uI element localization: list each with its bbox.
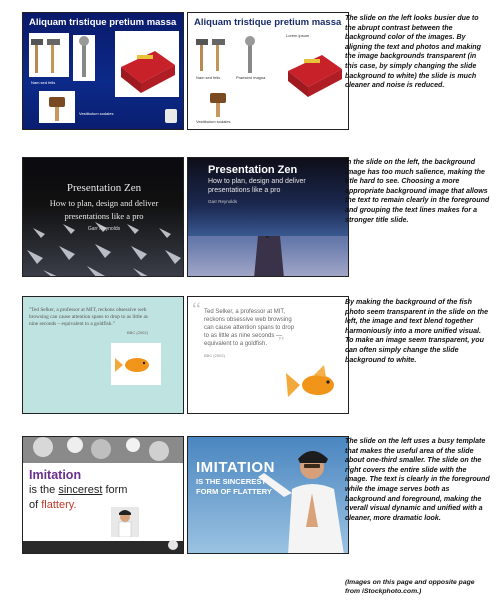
- slide-heading: Imitation: [29, 468, 82, 482]
- mallet-image: [39, 91, 75, 123]
- slide-text: IS THE SINCEREST: [196, 477, 267, 486]
- clean-hammer-slide: [187, 12, 349, 130]
- clean-zen-slide: [187, 157, 349, 277]
- quote-line: to as little as nine seconds —: [204, 333, 283, 339]
- image-label: Vestibulum sodales: [79, 111, 114, 116]
- open-quote-mark: “: [192, 299, 201, 321]
- caption-text: In the slide on the left, the background image has too much salience, making the title hard to see. Choosing a more appropriate background image that allows the text to remain clearly in the foreground and grouping the text lines makes for a stronger title slide.: [345, 158, 490, 224]
- slide-title: Aliquam tristique pretium massa: [194, 17, 342, 28]
- highlight-word: sincerest: [58, 484, 103, 496]
- image-label: Nam sed felis: [196, 75, 221, 80]
- seal-logo: [165, 109, 177, 123]
- caption-text: The slide on the left uses a busy template that makes the useful area of the slide about one-third smaller. The slide on the right covers the entire slide with the image. The text is clearly in the foreground while the image serves both as background and foreground, making the overall visual dynamic and unified with a cleaner, more dramatic look.: [345, 437, 490, 522]
- goldfish-image: [280, 359, 346, 411]
- slide-title: Aliquam tristique pretium massa: [29, 17, 177, 28]
- toolbox-image: [282, 41, 346, 101]
- busy-fish-slide: [22, 296, 184, 414]
- hammers-image: [29, 33, 69, 77]
- clean-imitation-slide: [187, 436, 349, 554]
- quote-source: BBC (2002): [127, 330, 148, 335]
- clean-fish-slide: [187, 296, 349, 414]
- busy-zen-slide: [22, 157, 184, 277]
- quote-line: Ted Selker, a professor at MIT,: [204, 309, 286, 315]
- pier-image: [188, 236, 349, 277]
- quote-line: reckons obsessive web browsing: [204, 317, 292, 323]
- caption-text: The slide on the left looks busier due to the abrupt contrast between the background color of the images. By aligning the text and photos and making the image backgrounds transparent (in this case, by simply changing the slide background to white) the slide is much cleaner and noise is reduced.: [345, 14, 481, 90]
- image-credit: (Images on this page and opposite page from iStockphoto.com.): [345, 579, 475, 595]
- text-segment: of: [29, 499, 39, 511]
- toolbox-image: [115, 31, 179, 97]
- mallet-image: [200, 89, 236, 117]
- slide-author: Garr Reynolds: [87, 226, 121, 232]
- slide-subtitle: How to plan, design and deliver: [208, 178, 306, 185]
- quote-line: equivalent to a goldfish.: [204, 341, 268, 347]
- image-label: Lorem ipsum: [286, 33, 310, 38]
- busy-hammer-slide: [22, 12, 184, 130]
- text-segment: is the: [29, 484, 56, 496]
- goldfish-image: [111, 343, 161, 385]
- quote-line: can cause attention spans to drop: [204, 325, 295, 331]
- quote-line: "Ted Selker, a professor at MIT, reckons obsessive web: [29, 307, 147, 313]
- slide-title: Presentation Zen: [208, 164, 298, 176]
- slide-subtitle: presentations like a pro: [64, 211, 144, 221]
- quote-line: browsing can cause attention spans to drop to as little as: [29, 314, 148, 320]
- wrench-image: [73, 35, 95, 81]
- slide-text: FORM OF FLATTERY: [196, 487, 272, 496]
- close-quote-mark: ”: [278, 335, 285, 350]
- text-segment: form: [105, 484, 128, 496]
- hammers-image: [194, 33, 234, 73]
- image-label: Praesent magna: [236, 75, 266, 80]
- caption-text: By making the background of the fish photo seem transparent in the slide on the left, the image and text blend together harmoniously into a more unified visual. To make an image seem transparent, you can often simply change the slide background to white.: [345, 298, 489, 364]
- slide-subtitle: presentations like a pro: [208, 187, 281, 194]
- slide-author: Garr Reynolds: [208, 199, 238, 204]
- quote-line: nine seconds – equivalent to a goldfish.": [29, 321, 115, 327]
- slide-subtitle: How to plan, design and deliver: [49, 198, 159, 208]
- image-label: Vestibulum sodales: [196, 119, 231, 124]
- image-label: Nam sed felis: [31, 80, 56, 85]
- slide-heading: IMITATION: [196, 459, 275, 476]
- slide-text: [29, 499, 77, 511]
- slide-title: Presentation Zen: [66, 182, 142, 194]
- quote-source: BBC (2002): [204, 353, 225, 358]
- busy-imitation-slide: [22, 436, 184, 554]
- wrench-image: [240, 35, 260, 75]
- highlight-word: flattery.: [41, 499, 77, 511]
- slide-text: [29, 484, 127, 496]
- elvis-thumbnail: [111, 507, 139, 537]
